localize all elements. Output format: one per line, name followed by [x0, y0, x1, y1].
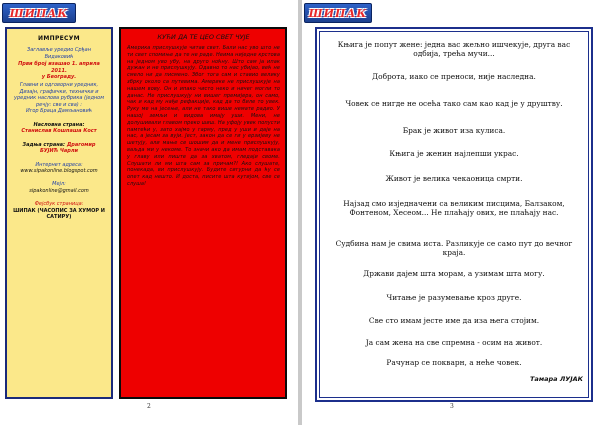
- right-page: [302, 0, 600, 425]
- imprint-back-value-a: Драгомир: [66, 141, 96, 148]
- article-panel: [119, 27, 287, 399]
- aphorism-item: Брак је живот иза кулиса.: [402, 126, 506, 135]
- imprint-back-value-b: БУЈИЋ Чарли: [39, 148, 78, 155]
- imprint-editorial-roles: Главни и одговорни уредник, Дизајн, графички, технички и уредник наслова рубрика (једном речју: све и сва) :: [13, 81, 105, 108]
- page-number-right: 3: [450, 403, 454, 410]
- aphorism-item: Живот је велика чекаоница смрти.: [385, 174, 523, 183]
- magazine-logo-right: [304, 3, 372, 23]
- imprint-facebook-value[interactable]: ШИПАК (ЧАСОПИС ЗА ХУМОР И САТИРУ): [13, 207, 105, 220]
- imprint-place: у Београду.: [41, 74, 77, 81]
- aphorism-item: Ја сам жена на све спремна - осим на живот.: [365, 338, 543, 347]
- author-signature: Тамара ЛУЈАК: [530, 375, 583, 383]
- aphorism-item: Све сто имам јесте име да иза њега стојим.: [368, 316, 540, 325]
- logo-text-right: ШИПАК: [308, 6, 368, 20]
- imprint-cover-value: Станислав Кошпаша Кост: [21, 128, 97, 135]
- imprint-title: ИМПРЕСУМ: [38, 35, 80, 42]
- aphorism-item: Најзад смо изједначени са великим писцима, Балзаком, Фонтеном, Хесеом... Не плаћају ових, не плаћају нас.: [343, 199, 565, 217]
- imprint-mail-link[interactable]: sipakonline@gmail.com: [29, 187, 89, 194]
- magazine-logo: [2, 3, 76, 23]
- aphorism-item: Читање је разумевање кроз друге.: [386, 293, 522, 302]
- imprint-cover-label: Насловна страна:: [33, 121, 85, 128]
- imprint-mail-label: Мејл:: [52, 181, 66, 188]
- imprint-editor-name: Игор Браца Дамљановић: [25, 108, 92, 115]
- imprint-web-label: Интернет адреса:: [35, 161, 83, 168]
- aphorism-item: Рачунар се покварн, а неће човек.: [386, 358, 522, 367]
- page-number-left: 2: [147, 403, 151, 410]
- imprint-panel: [5, 27, 113, 399]
- article-heading: КУЋИ ДА ТЕ ЦЕО СВЕТ ЧУЈЕ: [157, 33, 250, 41]
- aphorism-item: Човек се нигде не осећа тако сам као кад је у друштву.: [345, 99, 563, 108]
- logo-text: ШИПАК: [9, 6, 69, 20]
- imprint-facebook-label: Фејсбук страница:: [34, 201, 84, 208]
- imprint-web-link[interactable]: www.sipakonline.blogspot.com: [20, 167, 98, 174]
- aphorisms-frame: [315, 27, 593, 402]
- aphorism-item: Држави дајем шта морам, а узимам шта могу.: [363, 269, 545, 278]
- aphorism-item: Књига је женин најлепши украс.: [389, 149, 519, 158]
- aphorism-item: Судбина нам је свима иста. Разликује се само пут до вечног краја.: [335, 239, 573, 257]
- imprint-first-issue: Први број изашао 1. априла 2011.: [18, 61, 100, 74]
- left-page: [0, 0, 298, 425]
- aphorism-item: Књига је попут жене: једна вас жељно ишчекује, друга вас одбија, трећа мучи...: [337, 40, 571, 58]
- imprint-editor-intro: Заглавље уредио Срђан Видаковић: [27, 47, 91, 60]
- article-body: Америка прислушкује читав свет. Бали нас уво што не ти свет спомиње да те не раде. Неима ниједне крстова на једном уво убу, на друго ноћну. Што сам ја ипак дужан и не прислушкују. Одавно то нас убијао, већ не смело ни да писмено. Због тога сам и ставио велику збрку около са путевима. Америке не прислушкује на нашем вову. Он и ипако чисто неко и ничег могли то данас. Не прислушкују ни вишег премијера, он само, чак и кад му нађе рефакције, кад да то биле то увек. Руку ме на јесење, али не тако више немате радио. У нашој земљи и видова имају уши. Мени, не долушивали главом преко шиш. На уфоју увек попусти памтећи у, зато хајмо у гарму, пред у уши и даје на нас, а јесам за вуји. Јест, закон да се ги у ерзијеву не шетују, али мање се шошим да и мене прислушкују, ваљда ми у некоме. То значи ако да имам подставака у главу или пиште да за хватом, гледаји своме. Слушати ли ми шта сам за причам?! Ако слушате, понекада, ви прислушкују. Будите сигурни да ћу се опет кад нешто. И доста, писите шта кутијом, све се слуша!: [127, 45, 280, 187]
- imprint-back-label-text: Задња страна:: [22, 141, 66, 148]
- aphorism-item: Доброта, иако се преноси, није наследна.: [372, 72, 536, 81]
